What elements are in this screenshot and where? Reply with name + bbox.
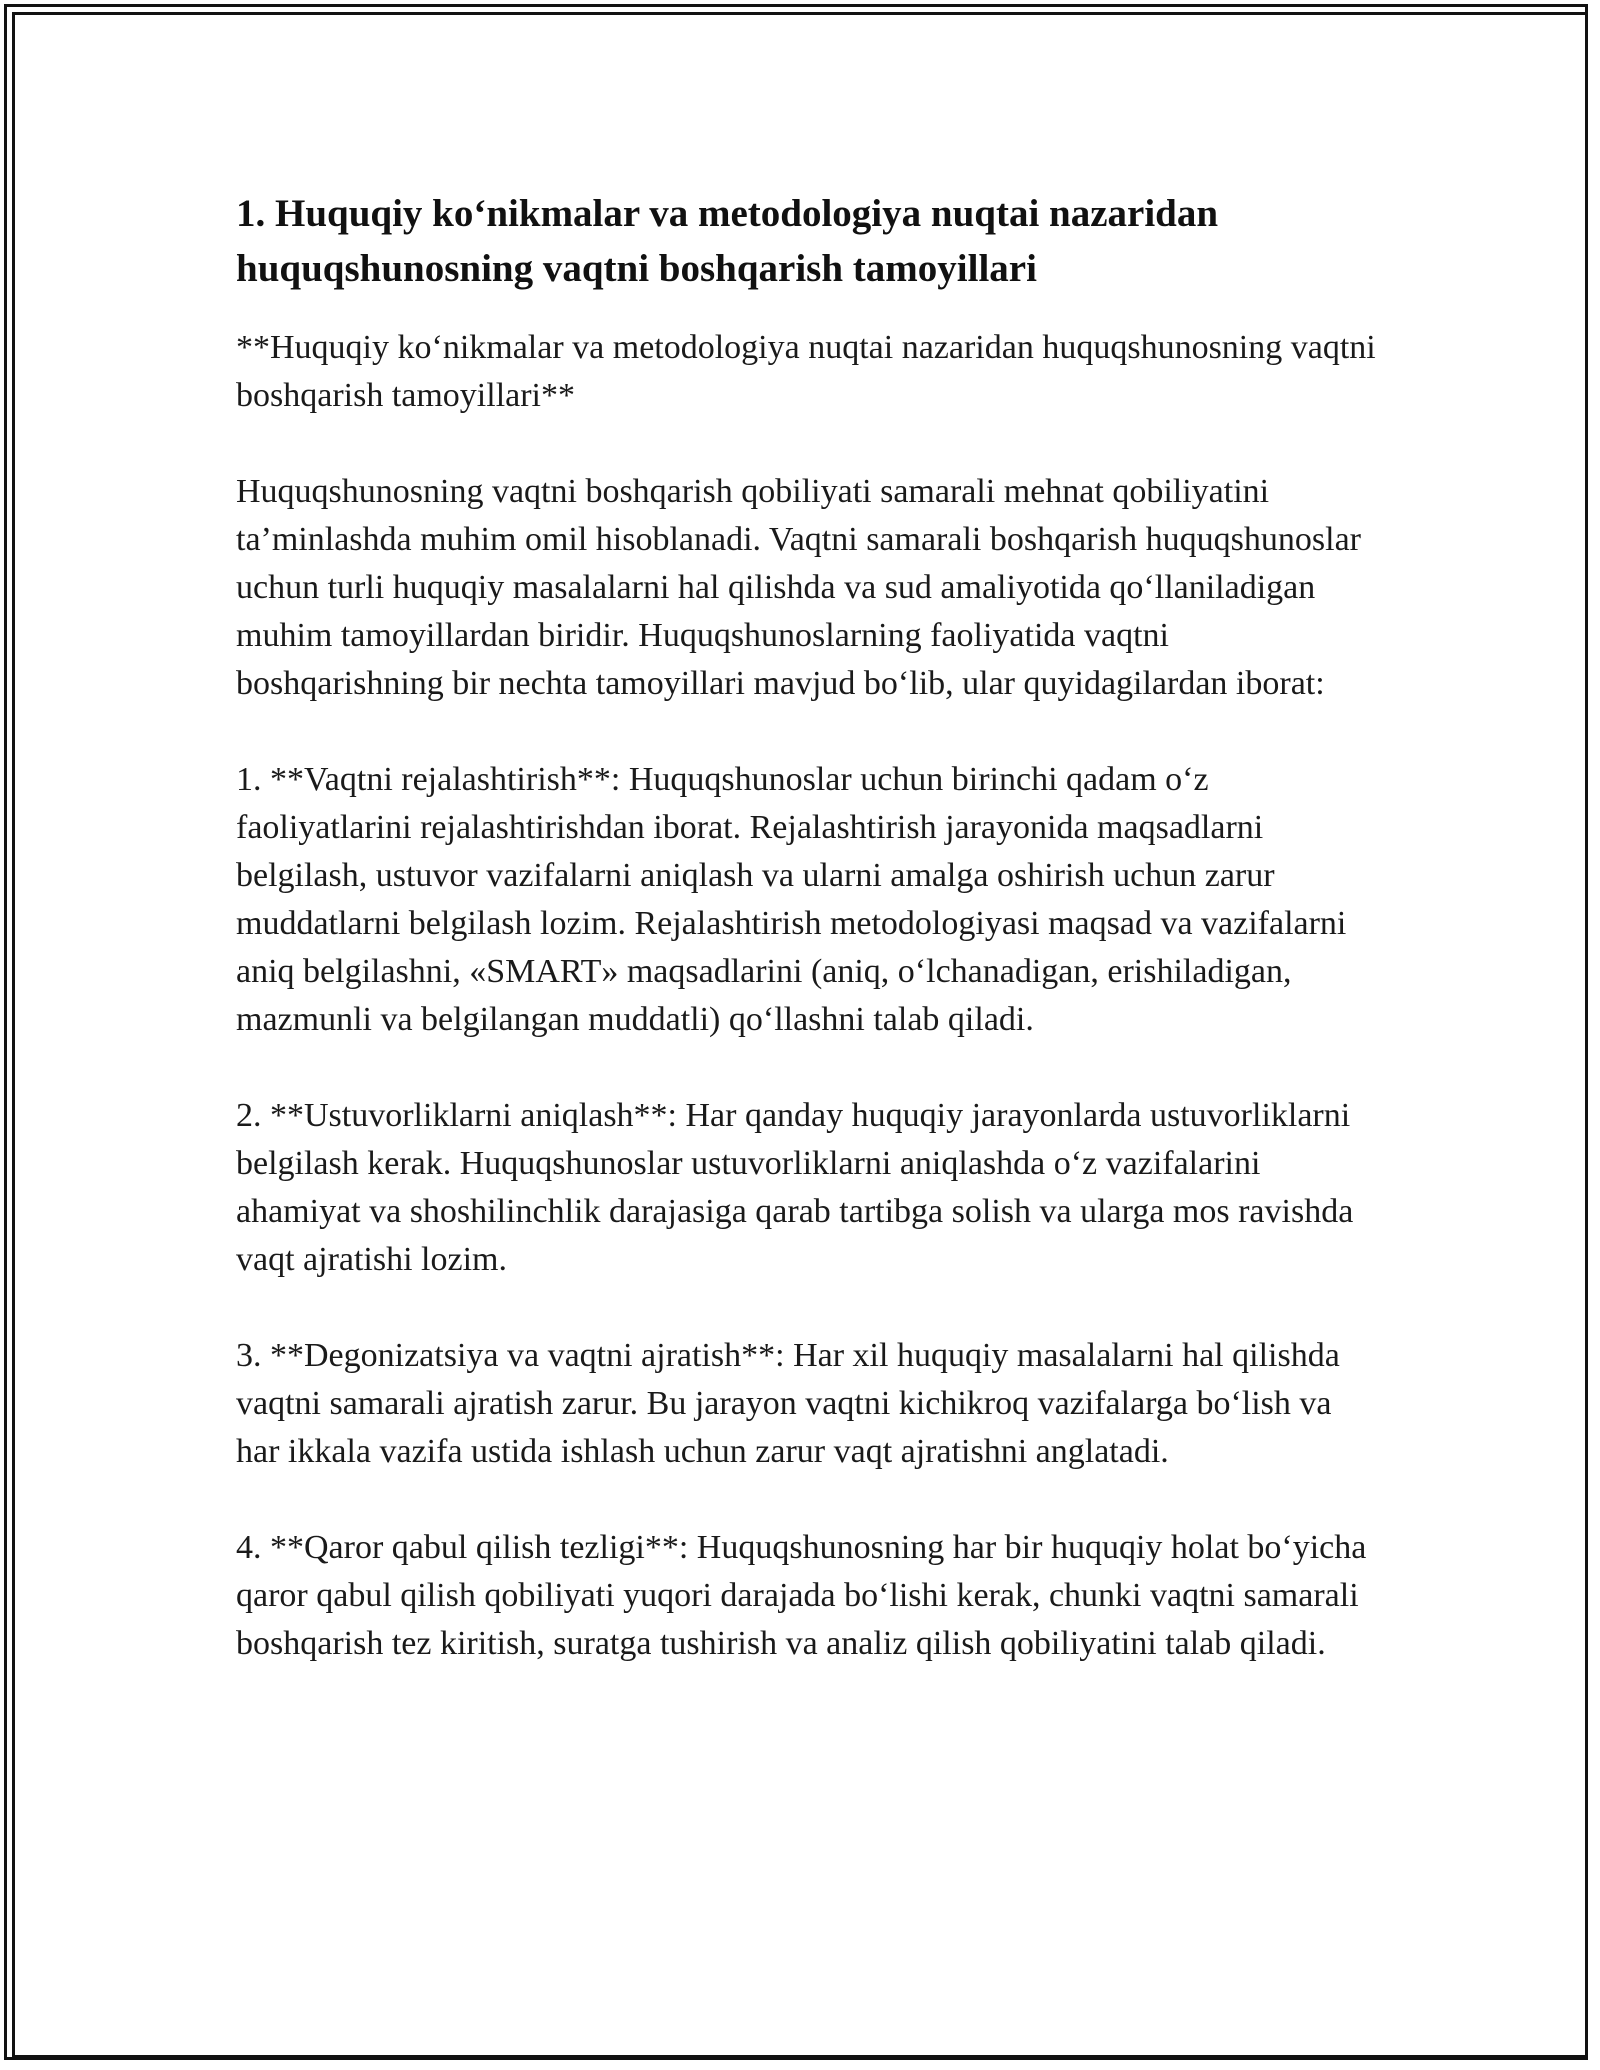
principle-1-paragraph: 1. **Vaqtni rejalashtirish**: Huquqshunoslar uchun birinchi qadam o‘z faoliyatlarini rejalashtirishdan iborat. Rejalashtirish jarayonida maqsadlarni belgilash, ustuvor vazifalarni aniqlash va ularni amalga oshirish uchun zarur muddatlarni belgilash lozim. Rejalashtirish metodologiyasi maqsad va vazifalarni aniq belgilashni, «SMART» maqsadlarini (aniq, o‘lchanadigan, erishiladigan, mazmunli va belgilangan muddatli) qo‘llashni talab qiladi. bbox=[236, 761, 1355, 1038]
principle-3-paragraph: 3. **Degonizatsiya va vaqtni ajratish**: Har xil huquqiy masalalarni hal qilishda vaqtni samarali ajratish zarur. Bu jarayon vaqtni kichikroq vazifalarga bo‘lish va har ikkala vazifa ustida ishlash uchun zarur vaqt ajratishni anglatadi. bbox=[236, 1337, 1349, 1470]
principle-4-paragraph: 4. **Qaror qabul qilish tezligi**: Huquqshunosning har bir huquqiy holat bo‘yicha qaror qabul qilish qobiliyati yuqori darajada bo‘lishi kerak, chunki vaqtni samarali boshqarish tez kiritish, suratga tushirish va analiz qilish qobiliyatini talab qiladi. bbox=[236, 1529, 1375, 1662]
bold-subtitle-paragraph: **Huquqiy ko‘nikmalar va metodologiya nuqtai nazaridan huquqshunosning vaqtni boshqarish tamoyillari** bbox=[236, 329, 1385, 414]
document-page bbox=[236, 186, 1385, 1716]
document-body bbox=[236, 324, 1385, 1668]
principle-2-paragraph: 2. **Ustuvorliklarni aniqlash**: Har qanday huquqiy jarayonlarda ustuvorliklarni belgilash kerak. Huquqshunoslar ustuvorliklarni aniqlashda o‘z vazifalarini ahamiyat va shoshilinchlik darajasiga qarab tartibga solish va ularga mos ravishda vaqt ajratishi lozim. bbox=[236, 1097, 1362, 1278]
intro-paragraph: Huquqshunosning vaqtni boshqarish qobiliyati samarali mehnat qobiliyatini ta’minlashda muhim omil hisoblanadi. Vaqtni samarali boshqarish huquqshunoslar uchun turli huquqiy masalalarni hal qilishda va sud amaliyotida qo‘llaniladigan muhim tamoyillardan biridir. Huquqshunoslarning faoliyatida vaqtni boshqarishning bir nechta tamoyillari mavjud bo‘lib, ular quyidagilardan iborat: bbox=[236, 473, 1370, 702]
document-title: 1. Huquqiy ko‘nikmalar va metodologiya nuqtai nazaridan huquqshunosning vaqtni boshqarish tamoyillari bbox=[236, 192, 1219, 290]
